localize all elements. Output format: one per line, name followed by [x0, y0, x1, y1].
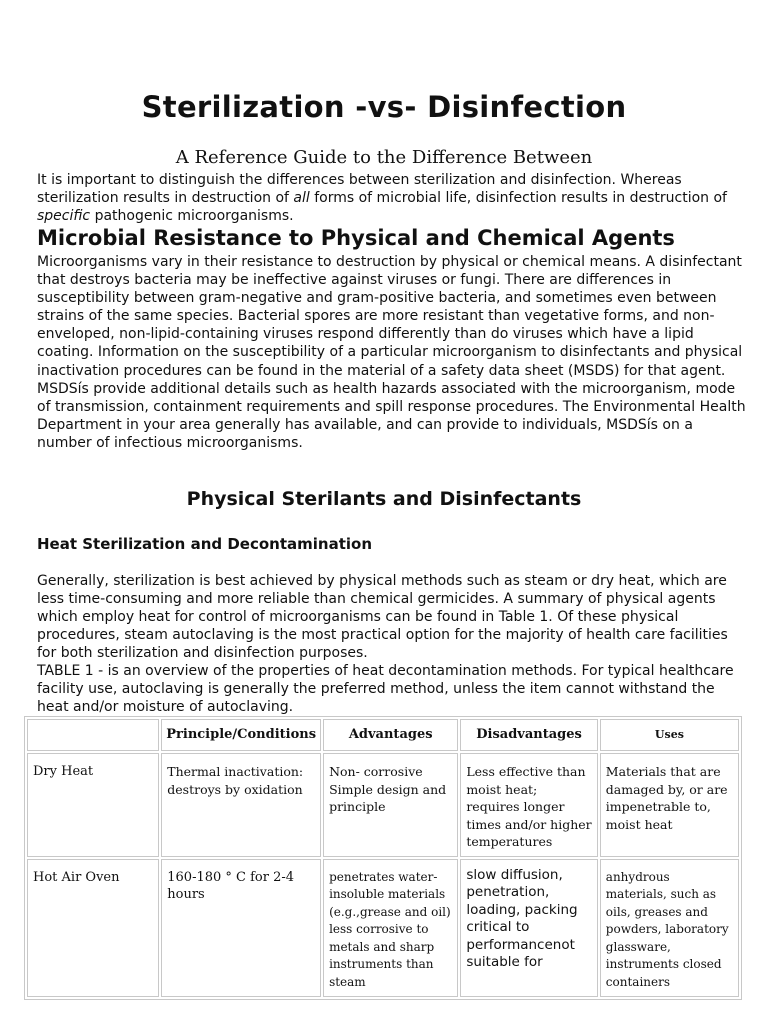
- intro-text-3: pathogenic microorganisms.: [90, 208, 294, 225]
- table-cell: Thermal inactivation: destroys by oxidation: [161, 753, 321, 857]
- table-header-cell: Disadvantages: [460, 719, 597, 751]
- table-cell: penetrates water-insoluble materials (e.g.,grease and oil) less corrosive to metals and sharp instruments than steam: [323, 859, 458, 998]
- table-cell: 160-180 ° C for 2-4 hours: [161, 859, 321, 998]
- intro-emphasis-all: all: [293, 190, 310, 207]
- heat-sterilization-paragraph: Generally, sterilization is best achieved by physical methods such as steam or dry heat, which are less time-consuming and more reliable than chemical germicides. A summary of physical agents which employ heat for control of microorganisms can be found in Table 1. Of these physical procedures, steam autoclaving is the most practical option for the majority of health care facilities for both sterilization and disinfection purposes.: [37, 573, 728, 662]
- table-header-cell: [27, 719, 159, 751]
- table-cell: Non- corrosive Simple design and principle: [323, 753, 458, 857]
- page-title: Sterilization -vs- Disinfection: [141, 90, 627, 124]
- microbial-resistance-paragraph: Microorganisms vary in their resistance to destruction by physical or chemical means. A disinfectant that destroys bacteria may be ineffective against viruses or fungi. There are differences in susceptibility between gram-negative and gram-positive bacteria, and sometimes even between strains of the same species. Bacterial spores are more resistant than vegetative forms, and non-enveloped, non-lipid-containing viruses respond differently than do viruses which have a lipid coating. Information on the susceptibility of a particular microorganism to disinfectants and physical inactivation procedures can be found in the material of a safety data sheet (MSDS) for that agent. MSDSís provide additional details such as health hazards associated with the microorganism, mode of transmission, containment requirements and spill response procedures. The Environmental Health Department in your area generally has available, and can provide to individuals, MSDSís on a number of infectious microorganisms.: [37, 254, 746, 451]
- table-header-cell: Advantages: [323, 719, 458, 751]
- table-row: [27, 859, 739, 998]
- intro-emphasis-specific: specific: [37, 208, 91, 225]
- table-header-cell: Uses: [600, 719, 739, 751]
- table-cell: slow diffusion, penetration, loading, packing critical to performancenot suitable for: [460, 859, 597, 998]
- table-header-row: [27, 719, 739, 751]
- table-cell: Materials that are damaged by, or are impenetrable to, moist heat: [600, 753, 739, 857]
- table-cell: Less effective than moist heat; requires longer times and/or higher temperatures: [460, 753, 597, 857]
- table-cell: anhydrous materials, such as oils, greases and powders, laboratory glassware, instruments closed containers: [600, 859, 739, 998]
- intro-text-1: It is important to distinguish the differences between sterilization and disinfection. Whereas sterilization results in destruction of: [37, 172, 682, 207]
- intro-text-2: forms of microbial life, disinfection results in destruction of: [309, 190, 727, 207]
- table-cell: Hot Air Oven: [27, 859, 159, 998]
- table-label: TABLE 1: [37, 663, 94, 679]
- table-row: [27, 753, 739, 857]
- intro-paragraph: [37, 171, 749, 225]
- page-subtitle: A Reference Guide to the Difference Between: [175, 147, 593, 168]
- table-cell: Dry Heat: [27, 753, 159, 857]
- section-heading-microbial-resistance: Microbial Resistance to Physical and Chemical Agents: [37, 226, 675, 250]
- table-intro-text: - is an overview of the properties of heat decontamination methods. For typical healthcare facility use, autoclaving is generally the preferred method, unless the item cannot withstand the heat and/or moisture of autoclaving.: [37, 663, 734, 716]
- table-header-cell: Principle/Conditions: [161, 719, 321, 751]
- section-heading-physical-sterilants: Physical Sterilants and Disinfectants: [186, 488, 582, 510]
- table-intro-paragraph: [37, 662, 749, 716]
- heat-decontamination-table: [24, 716, 742, 1000]
- subheading-heat-sterilization: Heat Sterilization and Decontamination: [37, 535, 373, 553]
